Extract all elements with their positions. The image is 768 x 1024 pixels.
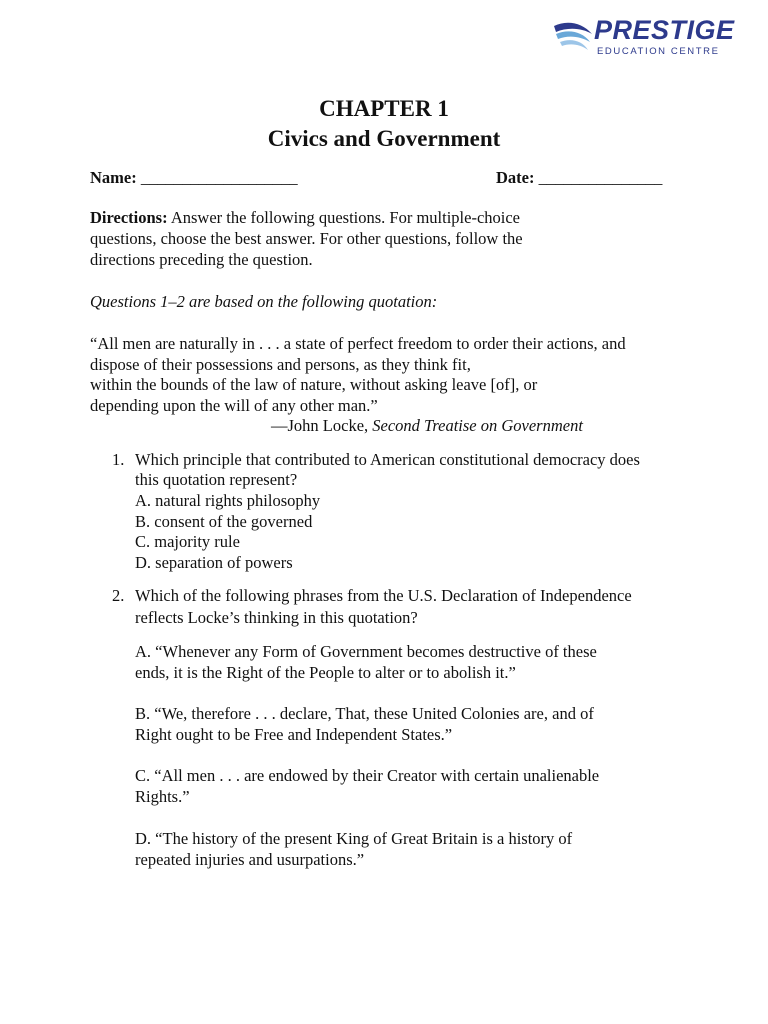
question-2-number: 2. (112, 586, 125, 605)
question-2-choice-b-line-2: Right ought to be Free and Independent States.” (135, 725, 453, 744)
quotation-line-2: dispose of their possessions and persons, as they think fit, (90, 355, 471, 374)
chapter-title: CHAPTER 1 (319, 96, 449, 121)
question-1-stem-1: Which principle that contributed to American constitutional democracy does (135, 450, 640, 469)
swoosh-icon (552, 16, 596, 56)
question-1-choice-c: C. majority rule (135, 532, 240, 551)
directions-line-2: questions, choose the best answer. For other questions, follow the (90, 229, 523, 248)
directions-line-3: directions preceding the question. (90, 250, 313, 269)
quotation-line-1: “All men are naturally in . . . a state of perfect freedom to order their actions, and (90, 334, 626, 353)
date-label: Date: (496, 168, 535, 187)
directions-text-1: Answer the following questions. For multiple-choice (170, 208, 521, 227)
subject-title: Civics and Government (267, 126, 501, 151)
question-2-choice-a-line-1: A. “Whenever any Form of Government becomes destructive of these (135, 642, 597, 661)
attribution-author: —John Locke, (271, 416, 373, 435)
date-field (496, 168, 662, 189)
date-blank: _______________ (538, 168, 663, 187)
directions-line-1 (90, 208, 520, 229)
question-1-choice-d: D. separation of powers (135, 553, 293, 572)
question-2-choice-a-line-2: ends, it is the Right of the People to alter or to abolish it.” (135, 663, 516, 682)
question-2-choice-d-line-1: D. “The history of the present King of Great Britain is a history of (135, 829, 573, 848)
name-label: Name: (90, 168, 137, 187)
question-2-stem-1: Which of the following phrases from the U.S. Declaration of Independence (135, 586, 632, 605)
question-1-stem-2: this quotation represent? (135, 470, 298, 489)
question-2-choice-b-line-1: B. “We, therefore . . . declare, That, these United Colonies are, and of (135, 704, 594, 723)
question-1-choice-a: A. natural rights philosophy (135, 491, 321, 510)
directions-label: Directions: (90, 208, 168, 227)
prestige-logo (552, 14, 734, 62)
quotation-attribution (271, 416, 583, 437)
attribution-source: Second Treatise on Government (372, 416, 583, 435)
name-blank: ___________________ (140, 168, 298, 187)
quotation-line-4: depending upon the will of any other man.” (90, 396, 378, 415)
logo-tagline: EDUCATION CENTRE (597, 46, 720, 57)
question-2-choice-d-line-2: repeated injuries and usurpations.” (135, 850, 365, 869)
name-field (90, 168, 298, 189)
question-2-choice-c-line-1: C. “All men . . . are endowed by their Creator with certain unalienable (135, 766, 600, 785)
logo-brand: PRESTIGE (594, 15, 735, 45)
question-1-choice-b: B. consent of the governed (135, 512, 313, 531)
question-2-choice-c-line-2: Rights.” (135, 787, 190, 806)
question-1-number: 1. (112, 450, 125, 469)
question-prompt: Questions 1–2 are based on the following quotation: (90, 292, 438, 311)
question-2-stem-2: reflects Locke’s thinking in this quotation? (135, 608, 418, 627)
quotation-line-3: within the bounds of the law of nature, without asking leave [of], or (90, 375, 538, 394)
